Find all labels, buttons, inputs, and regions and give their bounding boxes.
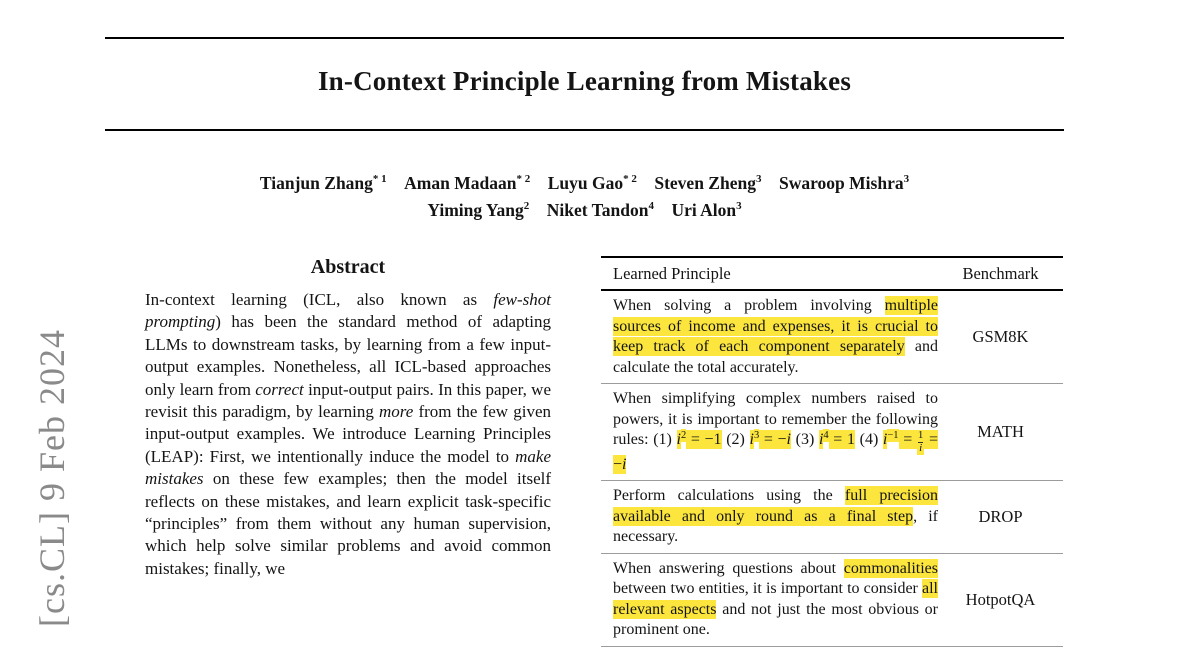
- table-row: [601, 291, 1063, 383]
- author-line-2: Yiming Yang$^2$ Niket Tandon$^4$ Uri Alon$^3$: [427, 200, 742, 220]
- abstract-heading: Abstract: [310, 256, 386, 278]
- principle-cell: When solving a problem involving multiple sources of income and expenses, it is crucial to keep track of each component separately and calculate the total accurately.: [613, 297, 938, 376]
- principles-table: [601, 256, 1063, 647]
- arxiv-stamp: [cs.CL] 9 Feb 2024: [32, 329, 72, 627]
- benchmark-cell: DROP: [978, 506, 1023, 526]
- principle-cell: Perform calculations using the full precision available and only round as a final step, if necessary.: [613, 487, 939, 546]
- table-header-row: [601, 258, 1063, 289]
- header-benchmark: Benchmark: [962, 264, 1039, 283]
- table-row: [601, 384, 1063, 480]
- abstract-body: In-context learning (ICL, also known as few-shot prompting) has been the standard method of adapting LLMs to downstream tasks, by learning from a few input-output examples. Nonetheless, all ICL-based approaches only learn from correct input-output pairs. In this paper, we revisit this paradigm, by learning more from the few given input-output examples. We introduce Learning Principles (LEAP): First, we intentionally induce the model to make mistakes on these few examples; then the model itself reflects on these mistakes, and learn explicit task-specific “principles” from them without any human supervision, which help solve similar problems and avoid common mistakes; finally, we: [145, 290, 551, 578]
- table-row: [601, 554, 1063, 646]
- benchmark-cell: GSM8K: [972, 327, 1029, 346]
- title-rule: [105, 129, 1064, 131]
- benchmark-cell: MATH: [977, 422, 1024, 442]
- header-learned-principle: Learned Principle: [613, 264, 731, 283]
- principle-cell: When simplifying complex numbers raised to powers, it is important to remember the following rules: (1) $i^2 = -1$ (2) $i^3 = -i$ (3) $i^4 = 1$ (4) $i^{-1}$ = $\frac{1}{i}$ = −i: [613, 390, 939, 473]
- principle-cell: When answering questions about commonalities between two entities, it is important to consider all relevant aspects and not just the most obvious or prominent one.: [613, 559, 938, 639]
- table-row: [601, 481, 1063, 553]
- row-separator: [601, 646, 1063, 647]
- author-line-1: Tianjun Zhang$^{* 1}$ Aman Madaan$^{* 2}$ Luyu Gao$^{* 2}$ Steven Zheng$^3$ Swaroop Mishra$^3$: [259, 173, 910, 193]
- top-rule: [105, 37, 1064, 39]
- paper-title: In-Context Principle Learning from Mistakes: [317, 66, 852, 96]
- author-block: [105, 170, 1064, 224]
- abstract-section: [145, 256, 551, 580]
- benchmark-cell: HotpotQA: [965, 589, 1036, 609]
